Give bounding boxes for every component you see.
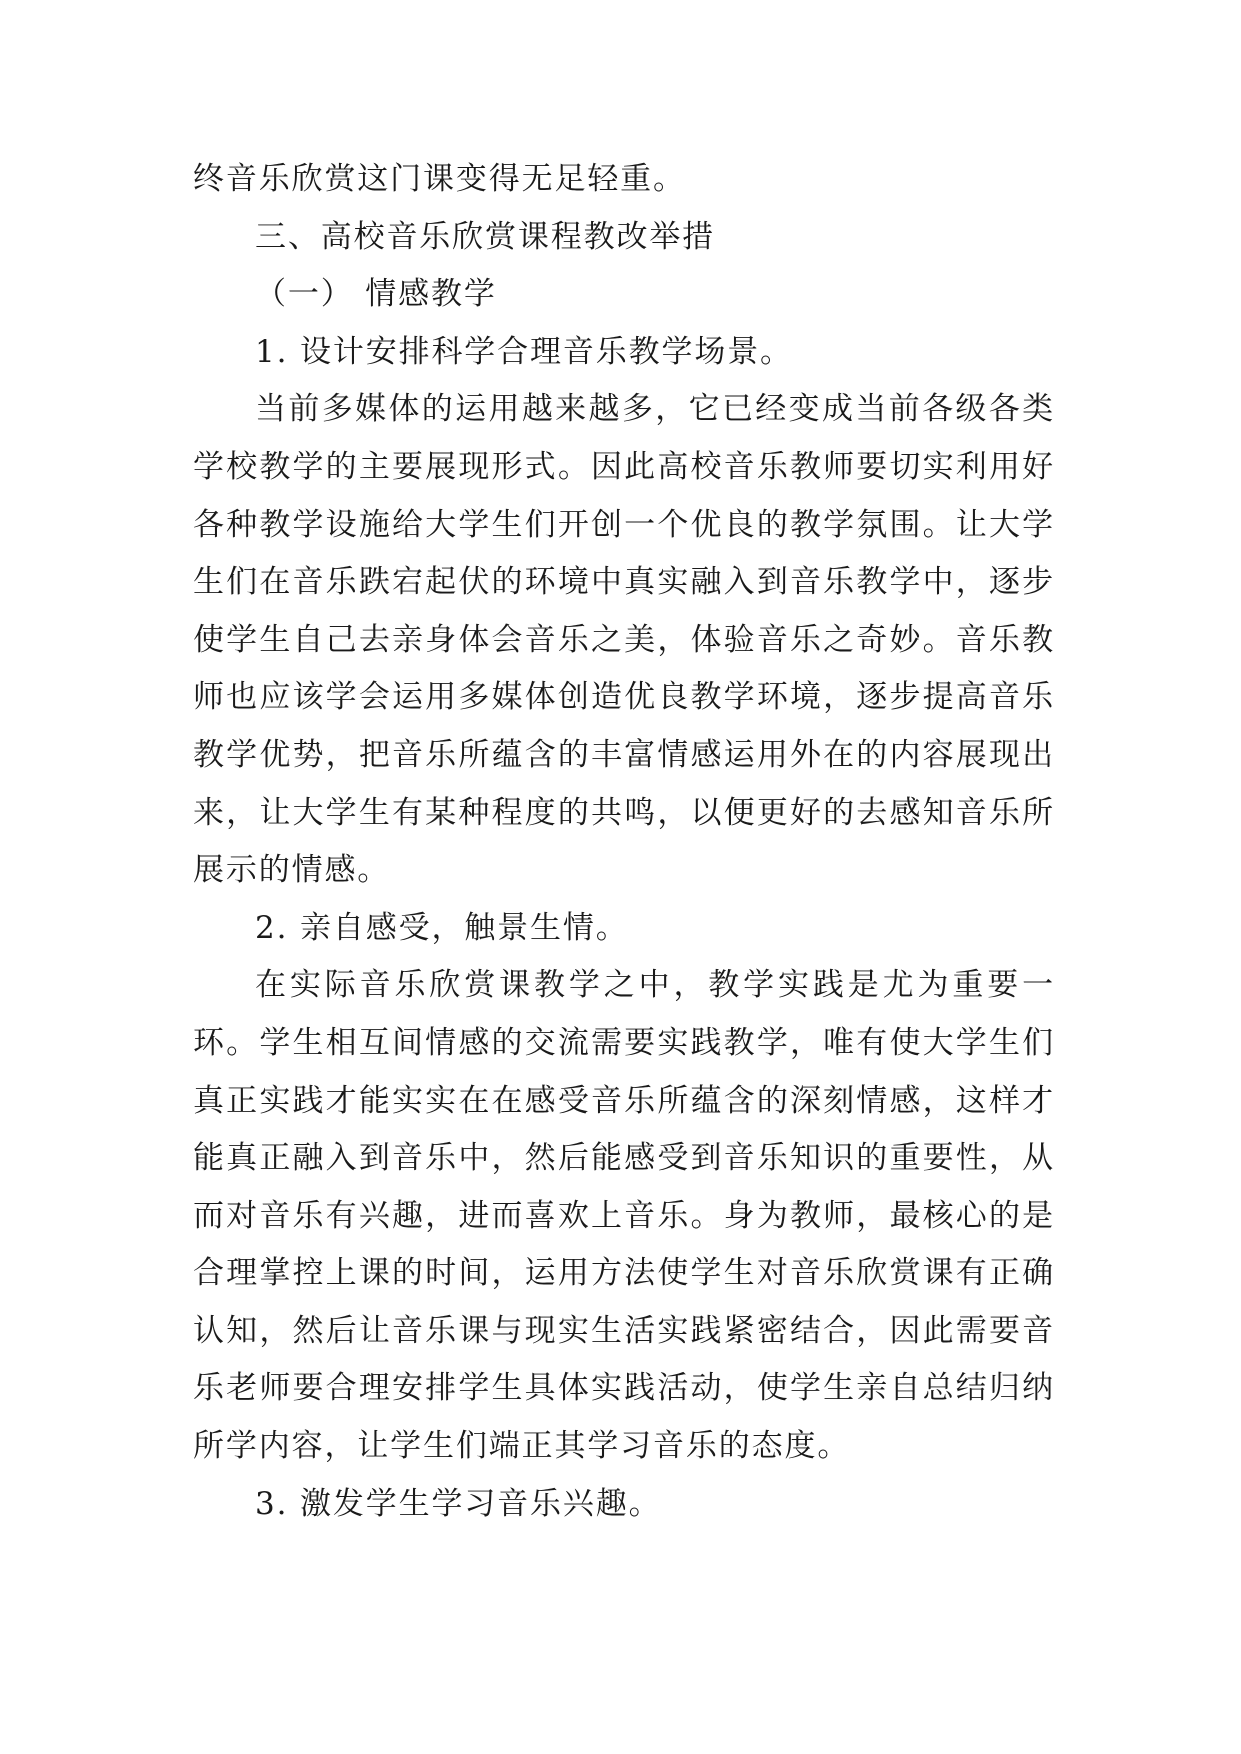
body-paragraph-2: 在实际音乐欣赏课教学之中，教学实践是尤为重要一环。学生相互间情感的交流需要实践教学，唯有使大学生们真正实践才能实实在在感受音乐所蕴含的深刻情感，这样才能真正融入到音乐中，然后能感受到音乐知识的重要性，从而对音乐有兴趣，进而喜欢上音乐。身为教师，最核心的是合理掌控上课的时间，运用方法使学生对音乐欣赏课有正确认知，然后让音乐课与现实生活实践紧密结合，因此需要音乐老师要合理安排学生具体实践活动，使学生亲自总结归纳所学内容，让学生们端正其学习音乐的态度。 — [193, 967, 1055, 1465]
document-body — [193, 151, 1055, 1533]
section-heading: 三、高校音乐欣赏课程教改举措 — [255, 218, 716, 255]
numbered-item-heading-3: 3. 激发学生学习音乐兴趣。 — [255, 1485, 662, 1522]
numbered-item-heading-1: 1. 设计安排科学合理音乐教学场景。 — [255, 333, 793, 370]
numbered-item-heading-2: 2. 亲自感受，触景生情。 — [255, 909, 629, 946]
subsection-heading: （一） 情感教学 — [255, 276, 497, 313]
body-paragraph-1: 当前多媒体的运用越来越多，它已经变成当前各级各类学校教学的主要展现形式。因此高校音乐教师要切实利用好各种教学设施给大学生们开创一个优良的教学氛围。让大学生们在音乐跌宕起伏的环境中真实融入到音乐教学中，逐步使学生自己去亲身体会音乐之美，体验音乐之奇妙。音乐教师也应该学会运用多媒体创造优良教学环境，逐步提高音乐教学优势，把音乐所蕴含的丰富情感运用外在的内容展现出来，让大学生有某种程度的共鸣，以便更好的去感知音乐所展示的情感。 — [193, 391, 1055, 889]
body-paragraph-continuation: 终音乐欣赏这门课变得无足轻重。 — [193, 161, 686, 197]
